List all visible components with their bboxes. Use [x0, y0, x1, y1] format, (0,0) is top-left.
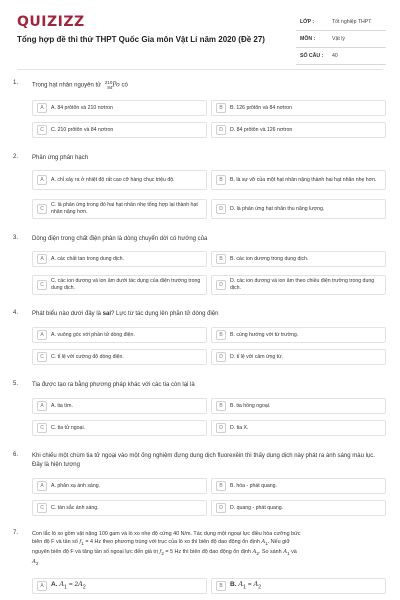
stem-part: = 4 Hz theo phương trùng với trục của lò xo thì biên độ dao động ổn định: [83, 539, 262, 545]
option-letter: A: [37, 481, 47, 491]
relation: =: [246, 580, 254, 588]
question-text: Dòng điện trong chất điện phân là dòng chuyển dời có hướng của: [32, 236, 208, 242]
meta-key: LỚP :: [300, 19, 315, 25]
subscript: 1: [81, 541, 84, 547]
option-text: A. phản xạ ánh sáng.: [51, 482, 101, 489]
symbol-f: f: [159, 549, 162, 556]
option-letter: A: [37, 401, 47, 411]
question-number: 2.: [13, 154, 19, 160]
option-text: A. 84 prôtôn và 210 nơtron: [51, 104, 113, 111]
option-letter: B: [216, 481, 226, 491]
option-letter: C: [37, 423, 47, 433]
stem-line-2: [32, 538, 384, 548]
question-stem-end: ? Lực từ tác dụng lên phần tử dòng điện: [111, 311, 219, 317]
atomic-number: 84: [107, 85, 113, 90]
symbol-a: A: [78, 579, 83, 588]
option-text: B. các ion dương trong dung dịch.: [230, 255, 309, 262]
question-stem: Trong hạt nhân nguyên tử: [32, 82, 102, 89]
option-text: [230, 581, 261, 591]
subscript: 2: [161, 551, 164, 557]
option-text: D. tỉ lệ với cảm ứng từ.: [230, 353, 284, 360]
question-text: Tia được tạo ra bằng phương pháp khác với các tia còn lại là: [32, 382, 195, 388]
option-letter: D: [216, 423, 226, 433]
option-text: C. các ion dương và ion âm dưới tác dụng của điện trường trong dung dịch.: [51, 278, 201, 291]
stem-part: . Nếu giữ: [267, 539, 290, 545]
question-number: 1.: [13, 80, 19, 86]
question-text: Phản ứng phân hạch: [32, 155, 89, 161]
option-letter: A: [37, 581, 47, 591]
question-text: Khi chiếu một chùm tia tử ngoại vào một ống nghiệm đựng dung dịch fluorexêin thì thấy dung dịch này phát ra ánh sáng màu lục. Đây là hiện tượng: [32, 453, 375, 468]
option-text: D. các ion dương và ion âm theo chiều điện trường trong dung dịch.: [230, 278, 375, 291]
document-header: [0, 0, 400, 72]
meta-value: Tốt nghiệp THPT: [332, 19, 372, 25]
question-number: 4.: [13, 310, 19, 316]
subscript: 2: [258, 584, 262, 591]
relation: = 2: [67, 580, 79, 588]
symbol-a: A: [253, 579, 259, 588]
meta-row-class: [296, 14, 386, 31]
option-text: D. quang - phát quang.: [230, 504, 284, 511]
option-a[interactable]: [32, 170, 207, 190]
option-b[interactable]: [211, 251, 386, 267]
symbol-f: f: [79, 539, 82, 545]
option-text: A. chỉ xảy ra ở nhiệt độ rất cao cỡ hàng chục triệu độ.: [51, 176, 175, 183]
stem-part: . So sánh: [258, 549, 284, 556]
option-b[interactable]: [211, 478, 386, 494]
option-text: C. tia tử ngoại.: [51, 424, 86, 431]
option-a[interactable]: [32, 251, 207, 267]
question-number: 7.: [13, 530, 19, 536]
option-prefix: B.: [230, 580, 239, 588]
option-b[interactable]: [211, 578, 386, 594]
question-text: [32, 310, 384, 319]
option-letter: D: [216, 204, 226, 214]
option-letter: C: [37, 352, 47, 362]
option-a[interactable]: [32, 578, 207, 594]
subscript: 1: [265, 541, 268, 547]
option-text: A. tia tím.: [51, 402, 73, 409]
option-c[interactable]: [32, 199, 207, 219]
option-a[interactable]: [32, 398, 207, 414]
option-letter: D: [216, 503, 226, 513]
option-c[interactable]: [32, 500, 207, 516]
symbol-a: A: [32, 559, 36, 566]
option-c[interactable]: [32, 122, 207, 138]
subscript: 2: [82, 584, 86, 591]
meta-row-subject: [296, 31, 386, 48]
option-letter: D: [216, 125, 226, 135]
option-letter: B: [216, 330, 226, 340]
stem-line-4: [32, 558, 384, 568]
symbol-a: A: [238, 579, 244, 588]
question-stem: Phát biểu nào dưới đây là: [32, 311, 103, 317]
meta-table: [296, 14, 386, 65]
option-text: C. 210 prôtôn và 84 nơtron: [51, 126, 114, 133]
meta-row-count: [296, 48, 386, 65]
option-text: C. tán sắc ánh sáng.: [51, 504, 99, 511]
option-letter: B: [216, 581, 226, 591]
symbol-a: A: [59, 579, 65, 588]
option-b[interactable]: [211, 398, 386, 414]
option-c[interactable]: [32, 349, 207, 365]
option-a[interactable]: [32, 478, 207, 494]
option-d[interactable]: [211, 420, 386, 436]
subscript: 2: [256, 551, 259, 557]
meta-key: SỐ CÂU :: [300, 53, 324, 59]
stem-part: = 5 Hz thì biên độ dao động ổn định: [163, 549, 253, 556]
option-letter: C: [37, 280, 47, 290]
option-letter: B: [216, 254, 226, 264]
subscript: 1: [287, 551, 290, 557]
emphasis-sai: sai: [102, 311, 112, 317]
option-text: B. tia hồng ngoại.: [230, 402, 271, 409]
option-b[interactable]: [211, 170, 386, 190]
option-text: C. tỉ lệ với cường độ dòng điện.: [51, 353, 124, 360]
option-letter: B: [216, 103, 226, 113]
subscript: 1: [243, 584, 247, 591]
header-divider: [17, 69, 383, 70]
question-number: 6.: [13, 452, 19, 458]
question-number: 3.: [13, 235, 19, 241]
symbol-a: A: [261, 539, 266, 545]
option-letter: C: [37, 204, 47, 214]
option-c[interactable]: [32, 420, 207, 436]
stem-suffix: có: [119, 82, 128, 89]
option-text: B. hóa - phát quang.: [230, 482, 278, 489]
option-text: C. là phản ứng trong đó hai hạt nhân nhẹ tổng hợp lại thành hạt nhân nặng hơn.: [51, 202, 198, 215]
symbol-a: A: [283, 549, 288, 556]
meta-value: Vật lý: [332, 36, 345, 42]
option-a[interactable]: [32, 100, 207, 116]
option-letter: A: [37, 175, 47, 185]
option-letter: B: [216, 401, 226, 411]
stem-line-1: Con lắc lò xo gồm vật nặng 100 gam và lò xo nhẹ độ cứng 40 N/m. Tác dụng một ngoại lực điều hòa cưỡng bức: [32, 531, 301, 537]
option-text: A. các chất tan trong dung dịch.: [51, 255, 124, 262]
option-letter: C: [37, 125, 47, 135]
option-text: [51, 581, 86, 591]
option-d[interactable]: [211, 199, 386, 219]
option-letter: D: [216, 280, 226, 290]
option-text: D. 84 prôtôn và 126 nơtron: [230, 126, 293, 133]
mass-number: 210: [104, 80, 113, 85]
option-text: D. tia X.: [230, 424, 249, 431]
question-text: [32, 530, 384, 568]
symbol-a: A: [252, 549, 257, 556]
question-text: [32, 80, 384, 91]
option-letter: A: [37, 254, 47, 264]
option-prefix: A.: [51, 580, 60, 588]
option-letter: C: [37, 503, 47, 513]
option-text: B. 126 prôtôn và 84 nơtron: [230, 104, 292, 111]
option-b[interactable]: [211, 327, 386, 343]
stem-part: và: [289, 549, 297, 556]
option-c[interactable]: [32, 275, 207, 295]
meta-value: 40: [332, 53, 338, 59]
nuclide-symbol: Po: [112, 81, 120, 89]
option-letter: A: [37, 103, 47, 113]
option-letter: A: [37, 330, 47, 340]
option-text: B. là sự vỡ của một hạt nhân nặng thành hai hạt nhân nhẹ hơn.: [230, 176, 377, 183]
option-letter: D: [216, 352, 226, 362]
question-number: 5.: [13, 381, 19, 387]
option-text: A. vuông góc với phần tử dòng điện.: [51, 331, 135, 338]
subscript: 2: [35, 561, 39, 567]
option-d[interactable]: [211, 349, 386, 365]
option-letter: B: [216, 175, 226, 185]
meta-key: MÔN :: [300, 36, 316, 42]
option-text: B. cùng hướng với từ trường.: [230, 331, 299, 338]
quizizz-logo: QUIZIZZ: [17, 14, 85, 30]
subscript: 1: [64, 584, 68, 591]
option-b[interactable]: [211, 100, 386, 116]
stem-line-3: [32, 548, 384, 558]
stem-part: nguyên biên độ F và tăng tần số ngoại lực đến giá trị: [32, 549, 160, 556]
option-text: D. là phản ứng hạt nhân thu năng lượng.: [230, 205, 325, 212]
stem-part: biên độ F và tần số: [32, 539, 80, 545]
document-title: Tổng hợp đề thi thử THPT Quốc Gia môn Vật Lí năm 2020 (Đề 27): [17, 35, 265, 44]
option-d[interactable]: [211, 275, 386, 295]
option-a[interactable]: [32, 327, 207, 343]
option-d[interactable]: [211, 500, 386, 516]
option-d[interactable]: [211, 122, 386, 138]
